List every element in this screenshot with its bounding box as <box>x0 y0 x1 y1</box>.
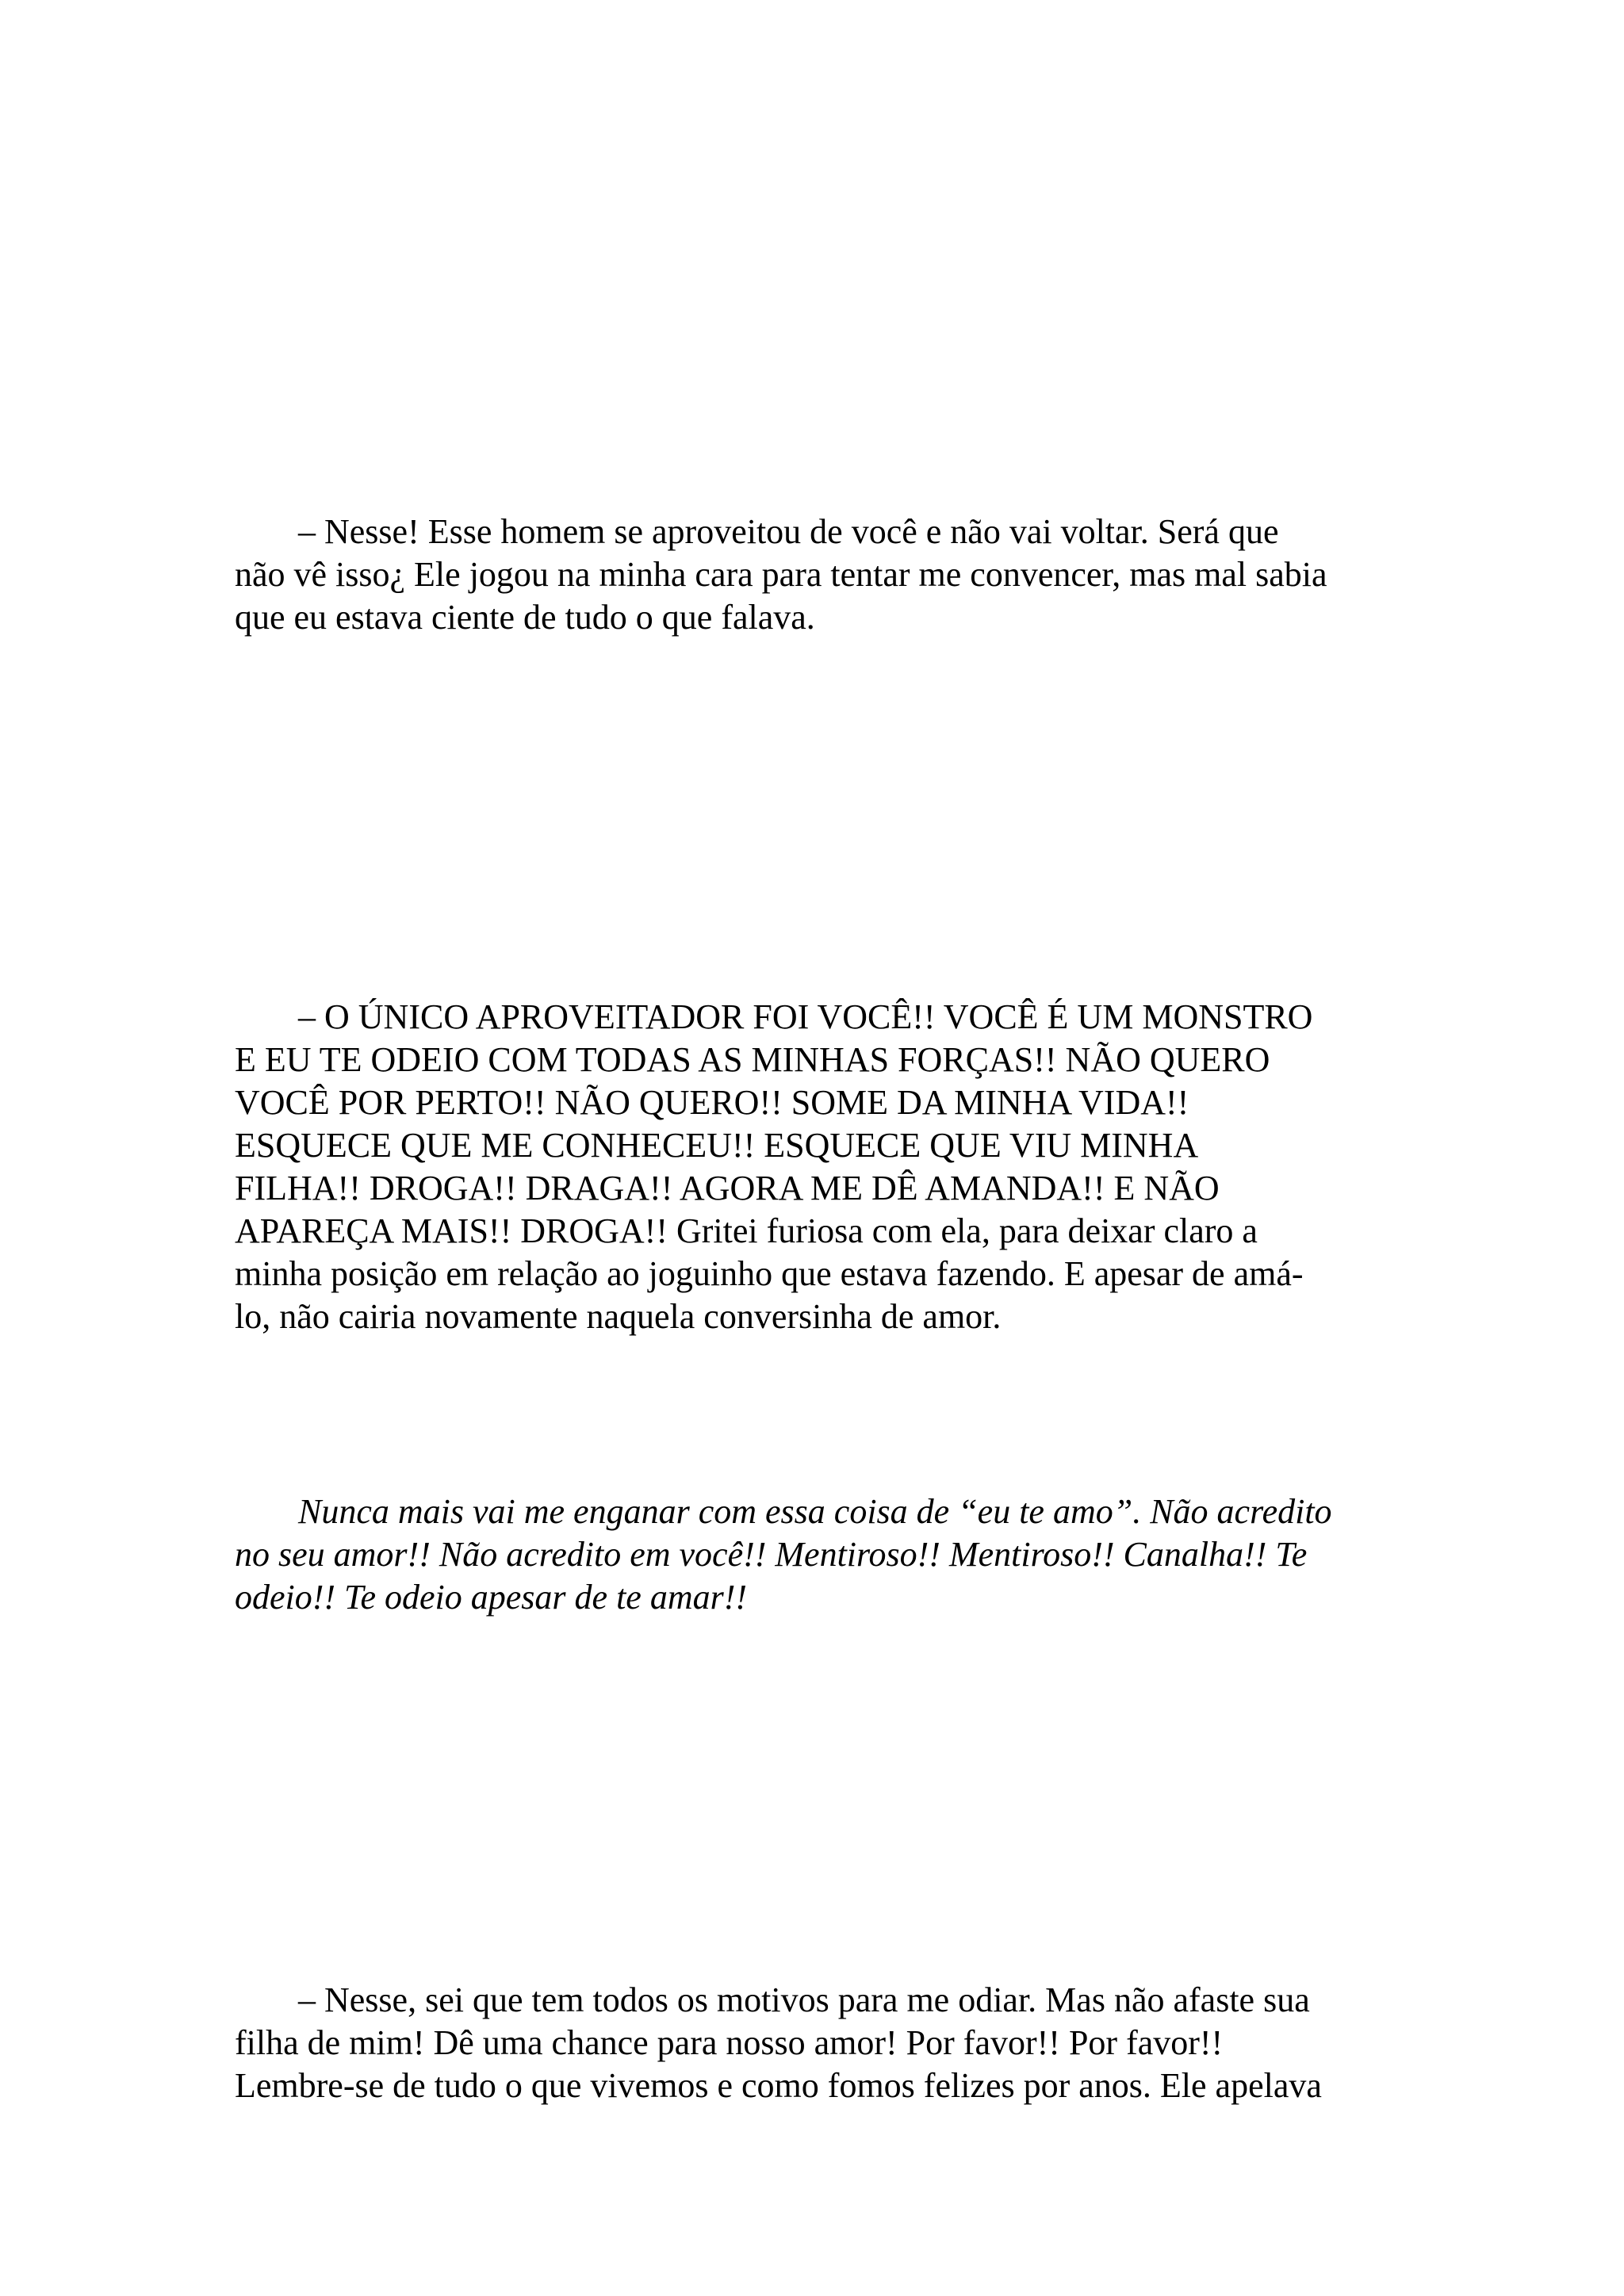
text-line: Nunca mais vai me enganar com essa coisa de “eu te amo”. Não acredito <box>298 1492 1332 1531</box>
text-line: que eu estava ciente de tudo o que falava. <box>235 598 815 637</box>
text-line: – Nesse, sei que tem todos os motivos para me odiar. Mas não afaste sua <box>298 1980 1310 2019</box>
paragraph-dialogue-2 <box>235 996 1400 1338</box>
text-line: minha posição em relação ao joguinho que estava fazendo. E apesar de amá- <box>235 1254 1304 1293</box>
text-line: não vê isso¿ Ele jogou na minha cara para tentar me convencer, mas mal sabia <box>235 555 1327 594</box>
text-line: no seu amor!! Não acredito em você!! Mentiroso!! Mentiroso!! Canalha!! Te <box>235 1535 1308 1574</box>
text-line: – O ÚNICO APROVEITADOR FOI VOCÊ!! VOCÊ É UM MONSTRO <box>298 997 1313 1036</box>
text-line: APAREÇA MAIS!! DROGA!! Gritei furiosa com ela, para deixar claro a <box>235 1211 1258 1250</box>
text-line: odeio!! Te odeio apesar de te amar!! <box>235 1578 748 1617</box>
text-line: VOCÊ POR PERTO!! NÃO QUERO!! SOME DA MINHA VIDA!! <box>235 1083 1189 1122</box>
paragraph-dialogue-3 <box>235 1979 1400 2107</box>
text-line: E EU TE ODEIO COM TODAS AS MINHAS FORÇAS!! NÃO QUERO <box>235 1040 1270 1079</box>
text-line: filha de mim! Dê uma chance para nosso amor! Por favor!! Por favor!! <box>235 2023 1224 2062</box>
text-line: FILHA!! DROGA!! DRAGA!! AGORA ME DÊ AMANDA!! E NÃO <box>235 1169 1220 1207</box>
text-line: ESQUECE QUE ME CONHECEU!! ESQUECE QUE VIU MINHA <box>235 1126 1199 1165</box>
text-line: lo, não cairia novamente naquela conversinha de amor. <box>235 1297 1002 1336</box>
paragraph-dialogue-1 <box>235 511 1400 639</box>
text-line: Lembre-se de tudo o que vivemos e como fomos felizes por anos. Ele apelava <box>235 2066 1322 2105</box>
text-line: – Nesse! Esse homem se aproveitou de você e não vai voltar. Será que <box>298 512 1279 551</box>
paragraph-inner-thought <box>235 1490 1400 1619</box>
